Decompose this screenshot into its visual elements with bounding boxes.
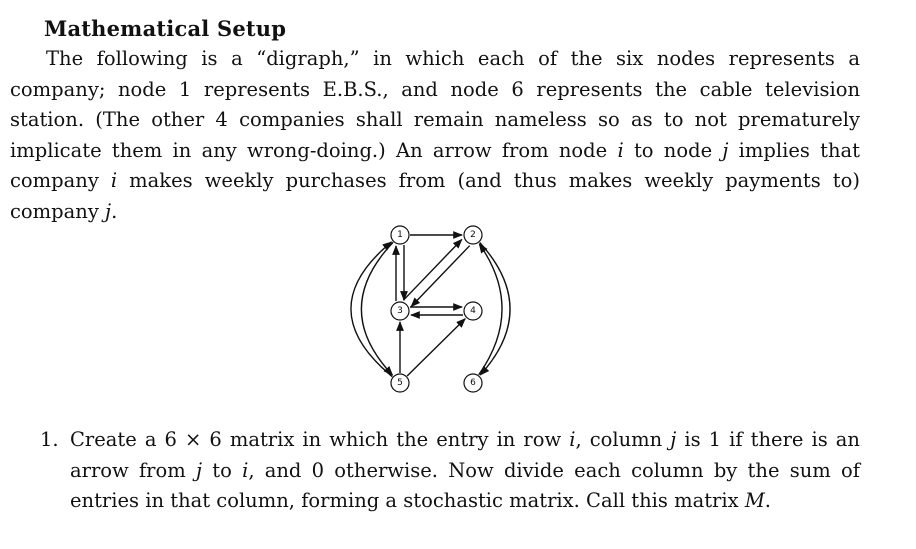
paragraph-text-5: . — [111, 199, 118, 223]
variable-m: M — [744, 489, 765, 512]
node-label: 4 — [470, 306, 476, 316]
list-item — [40, 425, 860, 517]
node-1 — [391, 226, 409, 244]
node-label: 2 — [470, 230, 476, 240]
node-6 — [464, 374, 482, 392]
variable-j: j — [105, 199, 112, 223]
node-label: 3 — [397, 306, 403, 316]
node-2 — [464, 226, 482, 244]
node-label: 1 — [397, 230, 403, 240]
node-5 — [391, 374, 409, 392]
paragraph-text-3: implies that company — [10, 138, 861, 192]
edge-5-to-4 — [407, 319, 465, 376]
setup-paragraph — [10, 44, 860, 227]
edge-2-to-3 — [411, 246, 469, 307]
item-text: to — [202, 458, 243, 482]
variable-i: i — [242, 458, 249, 482]
variable-i: i — [110, 169, 118, 192]
item-text: Create a 6 × 6 matrix in which the entry in row — [70, 428, 570, 451]
item-text: is 1 if there is an arrow from — [70, 428, 860, 482]
item-text: , column — [575, 428, 671, 451]
item-text: , and 0 otherwise. Now divide each column by the sum of entries in that column, forming a stochastic matrix. Call this matrix — [70, 458, 860, 512]
node-4 — [464, 302, 482, 320]
node-label: 6 — [470, 378, 476, 388]
company-digraph — [325, 218, 555, 398]
paragraph-text-1: The following is a “digraph,” in which each of the six nodes represents a company; node 1 represents E.B.S., and node 6 represents the cable television station. (The other 4 companies shall remain nameless so as to not prematurely implicate them in any wrong-doing.) An arrow from node — [10, 47, 860, 162]
edge-5-to-1 — [351, 242, 392, 377]
node-label: 5 — [397, 378, 403, 388]
paragraph-text-4: makes weekly purchases from (and thus makes weekly payments to) company — [10, 169, 860, 223]
variable-j: j — [195, 458, 202, 482]
variable-i: i — [617, 138, 624, 162]
list-item-number: 1. — [40, 428, 59, 451]
edge-2-to-6 — [480, 242, 510, 374]
edge-3-to-2 — [403, 239, 461, 300]
paragraph-text-2: to node — [623, 138, 723, 162]
item-text: . — [764, 489, 771, 512]
section-heading: Mathematical Setup — [44, 16, 287, 41]
edge-1-to-5 — [361, 242, 393, 375]
variable-j: j — [722, 138, 729, 162]
variable-j: j — [670, 428, 677, 451]
node-3 — [391, 302, 409, 320]
variable-i: i — [569, 428, 576, 451]
